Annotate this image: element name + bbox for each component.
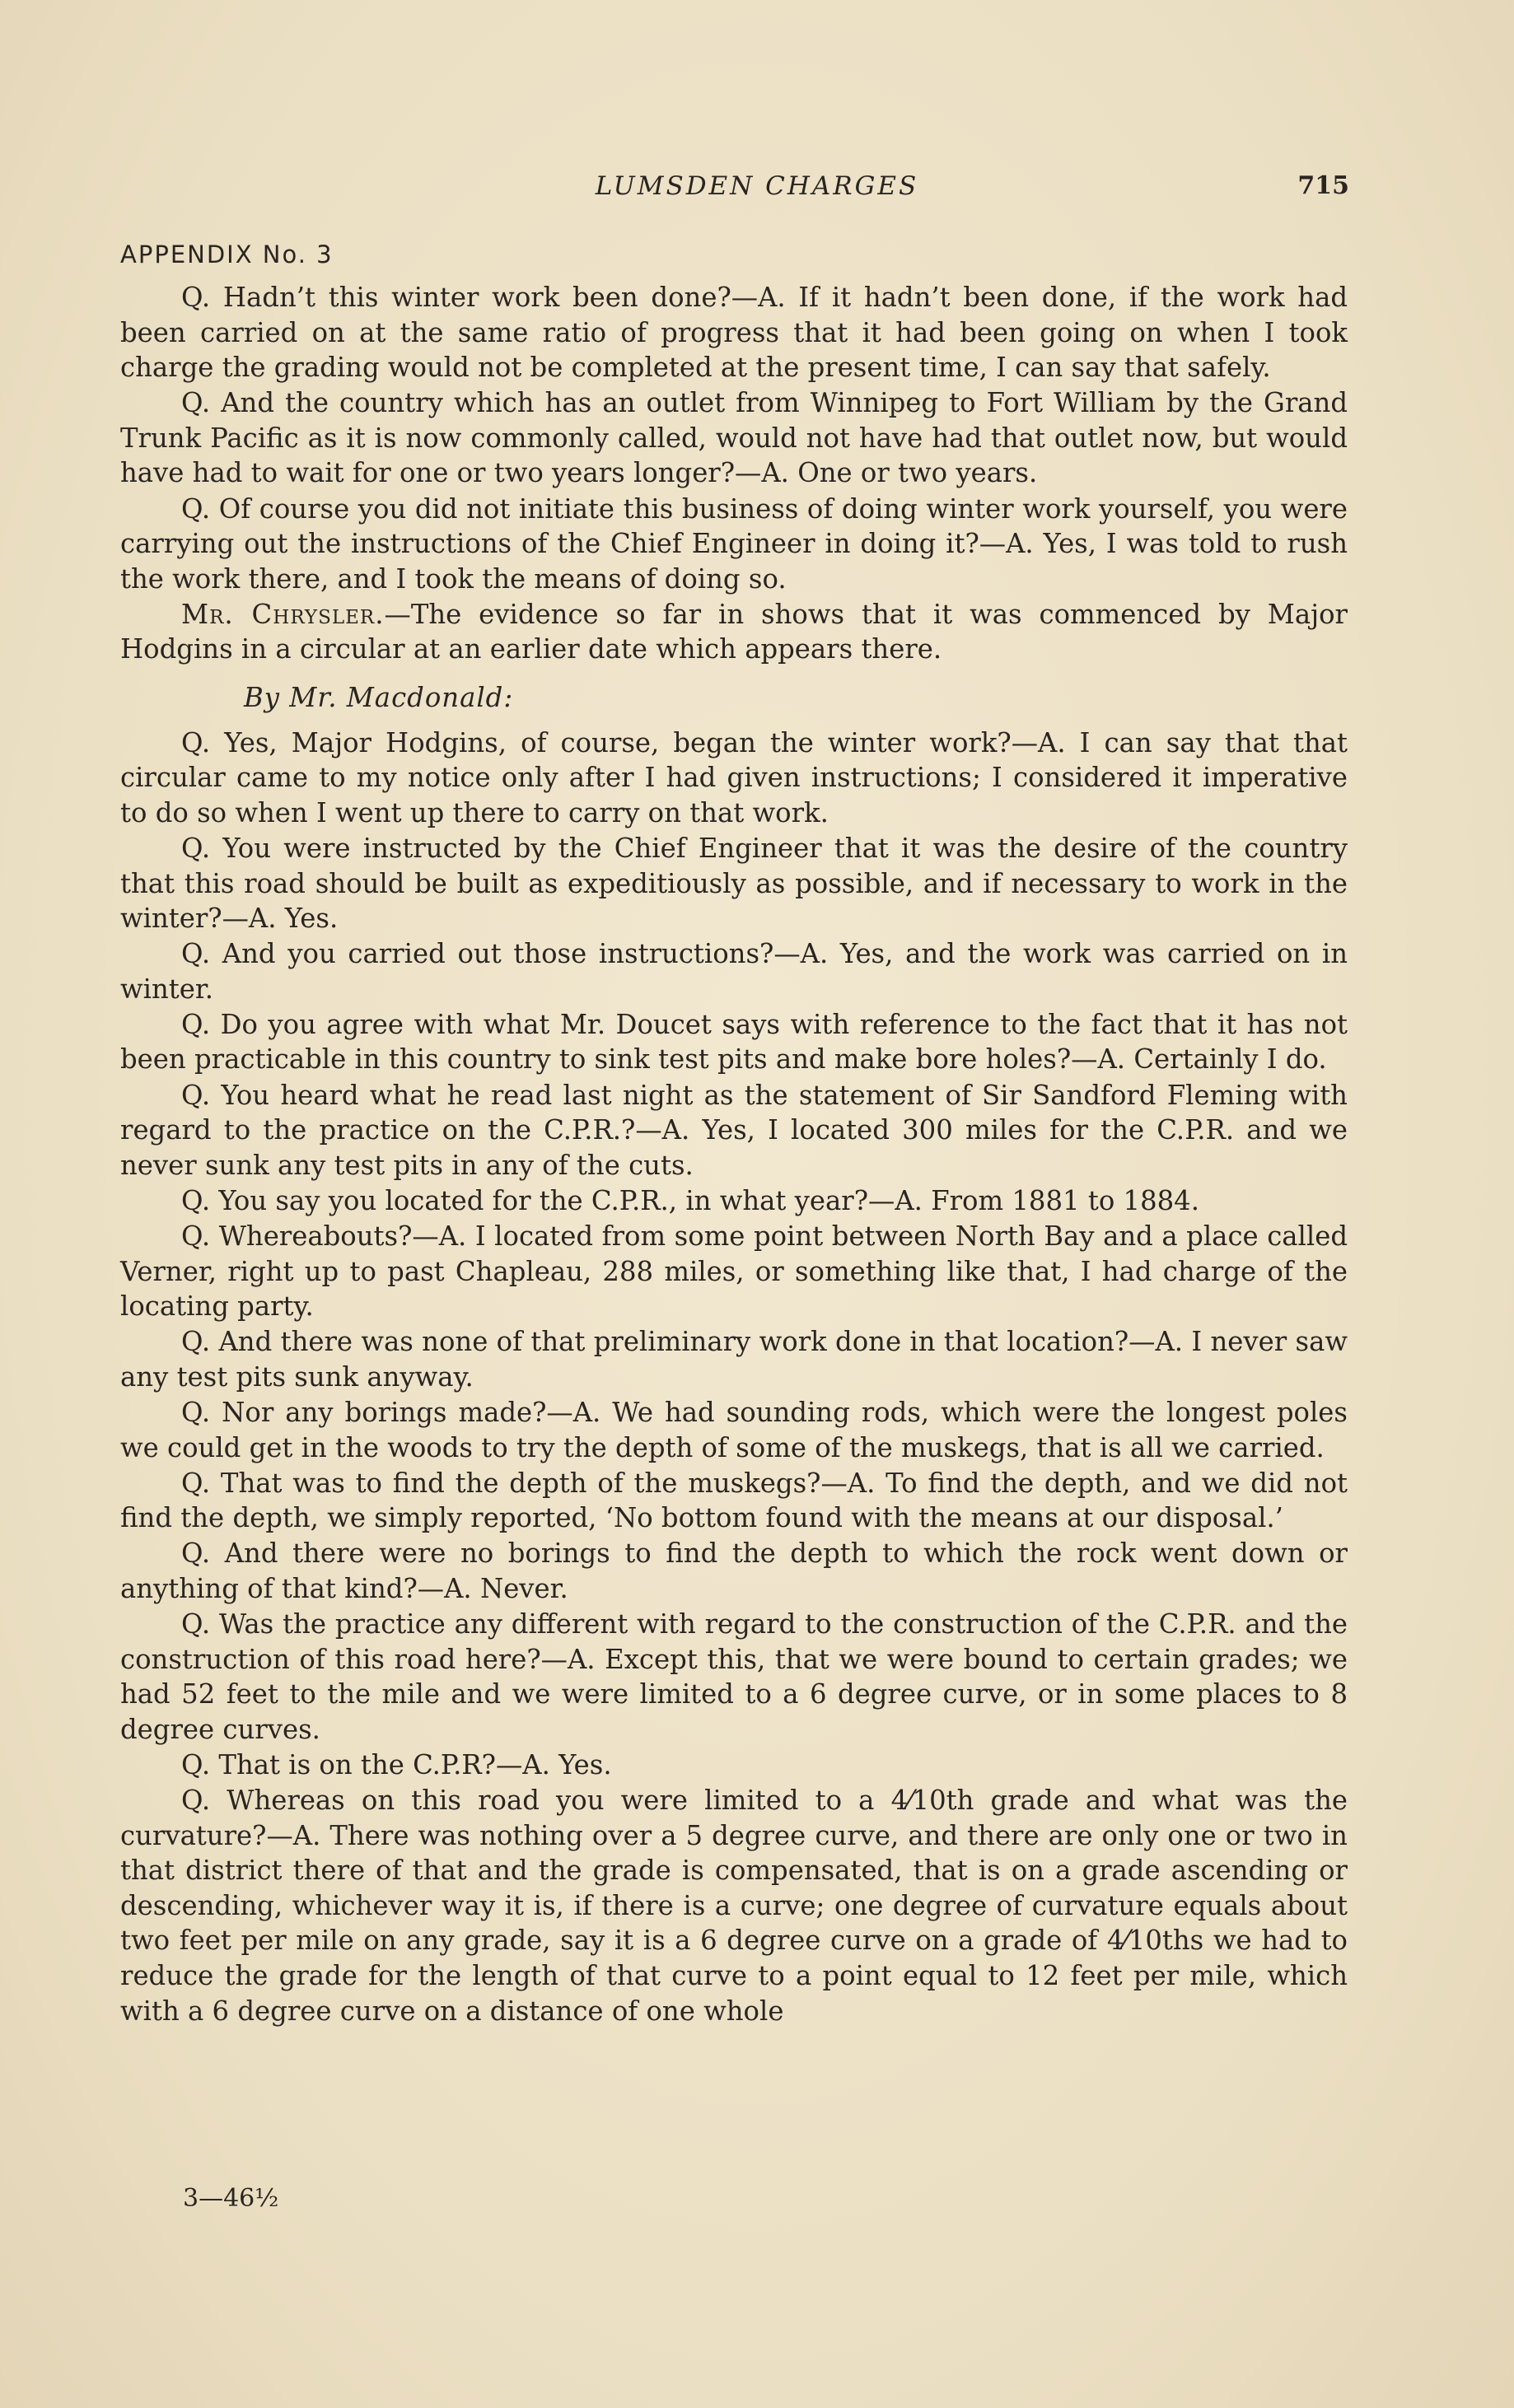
paragraph: Q. And there was none of that preliminary work done in that location?—A. I never saw any test pits sunk anyway. [120, 1326, 1348, 1393]
chrysler-statement [120, 597, 1348, 667]
appendix-label: APPENDIX No. 3 [120, 240, 334, 268]
paragraph: Q. That was to find the depth of the muskegs?—A. To find the depth, and we did not find the depth, we simply reported, ‘No bottom found with the means at our disposal.’ [120, 1467, 1348, 1534]
paragraph: Q. Whereabouts?—A. I located from some point between North Bay and a place called Verner, right up to past Chapleau, 288 miles, or something like that, I had charge of the locating party. [120, 1220, 1348, 1323]
paragraph: Q. You heard what he read last night as the statement of Sir Sandford Fleming with regard to the practice on the C.P.R.?—A. Yes, I located 300 miles for the C.P.R. and we never sunk any test pits in any of the cuts. [120, 1079, 1348, 1181]
running-header [0, 171, 1514, 212]
paragraph: Q. And the country which has an outlet from Winnipeg to Fort William by the Grand Trunk Pacific as it is now commonly called, would not have had that outlet now, but would have had to wait for one or two years longer?—A. One or two years. [120, 387, 1348, 489]
statement-text: —The evidence so far in shows that it was commenced by Major Hodgins in a circular at an earlier date which appears there. [120, 598, 1348, 665]
paragraph: Q. Whereas on this road you were limited to a 4⁄10th grade and what was the curvature?—A. There was nothing over a 5 degree curve, and there are only one or two in that district there of that and the grade is compensated, that is on a grade ascending or descending, whichever way it is, if there is a curve; one degree of curvature equals about two feet per mile on any grade, say it is a 6 degree curve on a grade of 4⁄10ths we had to reduce the grade for the length of that curve to a point equal to 12 feet per mile, which with a 6 degree curve on a distance of one whole [120, 1784, 1348, 2027]
paragraph: Q. You were instructed by the Chief Engineer that it was the desire of the country that this road should be built as expeditiously as possible, and if necessary to work in the winter?—A. Yes. [120, 832, 1348, 935]
paragraph: Q. Of course you did not initiate this business of doing winter work yourself, you were carrying out the instructions of the Chief Engineer in doing it?—A. Yes, I was told to rush the work there, and I took the means of doing so. [120, 492, 1348, 595]
paragraph: Q. Hadn’t this winter work been done?—A. If it hadn’t been done, if the work had been carried on at the same ratio of progress that it had been going on when I took charge the grading would not be completed at the present time, I can say that safely. [120, 282, 1348, 384]
paragraph: Q. And you carried out those instructions?—A. Yes, and the work was carried on in winter. [120, 938, 1348, 1005]
page-number: 715 [1297, 171, 1349, 200]
paragraph: Q. Nor any borings made?—A. We had sounding rods, which were the longest poles we could get in the woods to try the depth of some of the muskegs, that is all we carried. [120, 1396, 1348, 1463]
paragraph: Q. Yes, Major Hodgins, of course, began the winter work?—A. I can say that that circular came to my notice only after I had given instructions; I considered it imperative to do so when I went up there to carry on that work. [120, 726, 1348, 828]
speaker-name: Mr. Chrysler. [181, 598, 385, 630]
paragraph: Q. And there were no borings to find the depth to which the rock went down or anything of that kind?—A. Never. [120, 1538, 1348, 1604]
signature-mark: 3—46½ [183, 2184, 279, 2213]
paragraph: Q. Do you agree with what Mr. Doucet says with reference to the fact that it has not been practicable in this country to sink test pits and make bore holes?—A. Certainly I do. [120, 1008, 1348, 1076]
paragraph: Q. You say you located for the C.P.R., in what year?—A. From 1881 to 1884. [181, 1184, 1199, 1216]
paragraph: Q. Was the practice any different with regard to the construction of the C.P.R. and the construction of this road here?—A. Except this, that we were bound to certain grades; we had 52 feet to the mile and we were limited to a 6 degree curve, or in some places to 8 degree curves. [120, 1608, 1348, 1745]
examiner-byline: By Mr. Macdonald: [244, 682, 514, 714]
body-text [120, 280, 1348, 2029]
paragraph: Q. That is on the C.P.R?—A. Yes. [181, 1748, 612, 1780]
running-title: LUMSDEN CHARGES [595, 171, 919, 201]
